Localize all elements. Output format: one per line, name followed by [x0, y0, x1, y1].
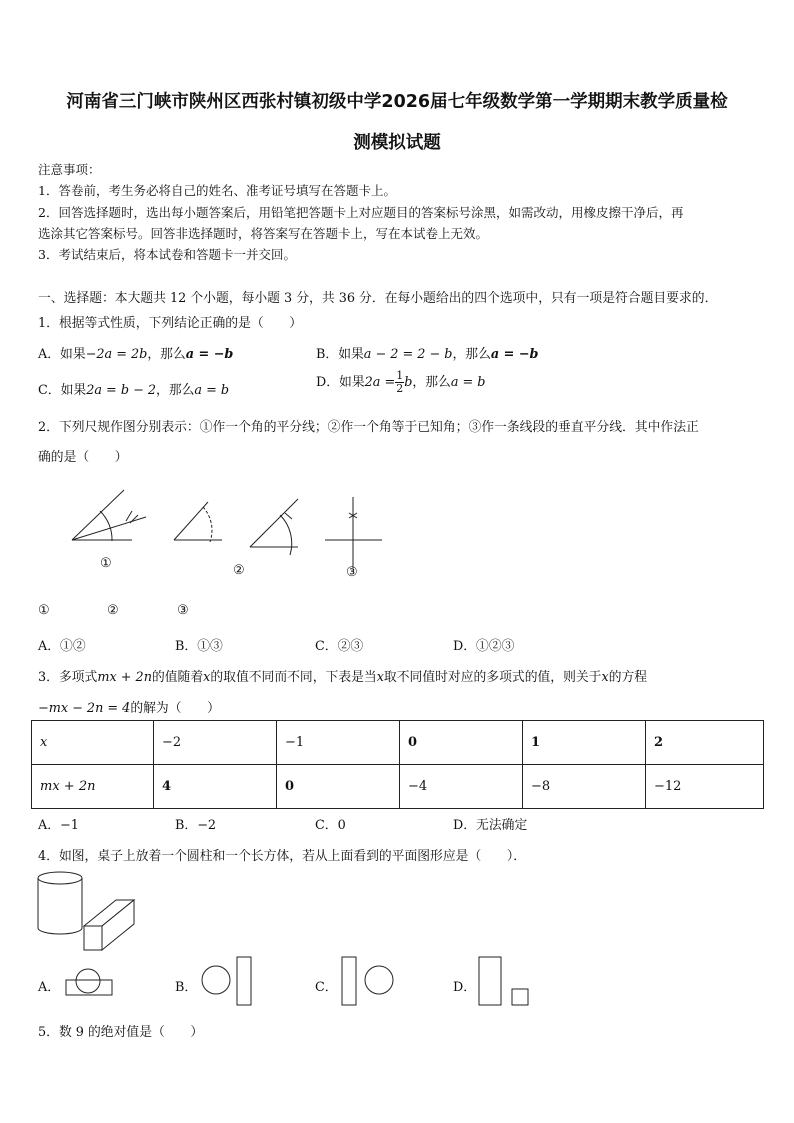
notice-item-1: 1．答卷前，考生务必将自己的姓名、准考证号填写在答题卡上。: [38, 183, 396, 198]
q1-option-d: [316, 370, 486, 395]
figure-angle-copy-target: [250, 499, 298, 555]
q1-c-then: ，那么: [156, 383, 195, 398]
exam-title-line2: 测模拟试题: [353, 133, 441, 153]
q2-option-d: D．①②③: [453, 639, 515, 654]
cylinder-shape: [38, 872, 82, 934]
q2-option-c: C．②③: [315, 639, 364, 654]
q1-d-fraction: [395, 370, 404, 395]
q1-stem: 1．根据等式性质，下列结论正确的是（ ）: [38, 316, 303, 331]
q4-option-a-figure: [64, 966, 116, 1000]
table-cell: x: [32, 721, 154, 765]
q2-option-a: A．①②: [38, 639, 86, 654]
notice-item-3: 3．考试结束后，将本试卷和答题卡一并交回。: [38, 247, 296, 262]
q3-option-a: A．−1: [38, 818, 79, 833]
table-cell: −8: [523, 765, 646, 809]
q3-stem-text-1: 的值随着: [151, 670, 204, 685]
q1-d-denominator: 2: [396, 382, 404, 395]
q3-var-x-1: x: [203, 670, 211, 685]
circle-shape: [76, 969, 100, 993]
q2-stem: 2．下列尺规作图分别表示：①作一个角的平分线；②作一个角等于已知角；③作一条线段的垂直平分线．其中作法正: [38, 420, 699, 435]
q4-cylinder-cuboid-figure: [34, 868, 144, 953]
q2-row-label-1: ①: [38, 603, 50, 618]
notice-item-2: 2．回答选择题时，选出每小题答案后，用铅笔把答题卡上对应题目的答案标号涂黑，如需改动，用橡皮擦干净后，再: [38, 205, 684, 220]
table-cell: 1: [523, 721, 646, 765]
q3-value-table: [31, 720, 764, 809]
figure-angle-bisector: [72, 490, 146, 541]
q4-option-b-label: B．: [175, 980, 198, 995]
table-cell: 0: [400, 721, 523, 765]
section-heading: 一、选择题：本大题共 12 个小题，每小题 3 分，共 36 分．在每小题给出的四个选项中，只有一项是符合题目要求的．: [38, 291, 718, 306]
circle-shape: [365, 966, 393, 994]
table-cell: −2: [154, 721, 277, 765]
q1-b-result: a = −b: [490, 347, 539, 362]
q3-option-b: B．−2: [175, 818, 217, 833]
q1-c-result: a = b: [194, 383, 230, 398]
q3-option-c: C．0: [315, 818, 346, 833]
cuboid-shape: [84, 900, 134, 950]
q3-stem-cont: [38, 697, 220, 716]
q1-b-then: ，那么: [452, 347, 491, 362]
q1-d-numerator: 1: [396, 369, 404, 382]
circle-shape: [202, 966, 230, 994]
q1-d-result: a = b: [450, 375, 486, 390]
q4-option-a-label: A．: [38, 980, 61, 995]
q1-d-prefix: D．如果: [316, 375, 365, 390]
q2-figure-label-3: ③: [346, 565, 358, 580]
q1-option-c: [38, 379, 229, 398]
figure-perpendicular-bisector: [325, 497, 382, 568]
q3-option-d: D．无法确定: [453, 818, 528, 833]
q2-stem-cont: 确的是（ ）: [38, 450, 128, 465]
rectangle-shape: [342, 957, 356, 1005]
q1-c-prefix: C．如果: [38, 383, 87, 398]
q2-row-label-2: ②: [107, 603, 119, 618]
table-cell: 2: [646, 721, 764, 765]
q3-equation: −mx − 2n = 4: [38, 701, 131, 716]
q2-option-b: B．①③: [175, 639, 223, 654]
q1-b-condition: a − 2 = 2 − b: [363, 347, 453, 362]
q1-a-prefix: A．如果: [38, 347, 86, 362]
q4-option-b-figure: [200, 955, 256, 1009]
q4-option-d-label: D．: [453, 980, 477, 995]
q4-option-c-figure: [340, 955, 398, 1009]
q1-a-result: a = −b: [185, 347, 234, 362]
table-cell: −12: [646, 765, 764, 809]
q1-option-a: [38, 343, 233, 362]
q3-polynomial: mx + 2n: [97, 670, 152, 685]
notice-item-2-cont: 选涂其它答案标号。回答非选择题时，将答案写在答题卡上，写在本试卷上无效。: [38, 226, 489, 241]
q3-stem-end: 的解为（ ）: [130, 701, 220, 716]
q3-stem-text-2: 的取值不同而不同，下表是当: [210, 670, 377, 685]
table-row: [32, 765, 764, 809]
q3-var-x-3: x: [601, 670, 609, 685]
figure-angle-copy-source: [174, 502, 222, 542]
q4-stem: 4．如图，桌子上放着一个圆柱和一个长方体，若从上面看到的平面图形应是（ ）．: [38, 849, 527, 864]
q1-c-condition: 2a = b − 2: [86, 383, 157, 398]
q3-stem-text-4: 的方程: [608, 670, 648, 685]
q2-figure-label-1: ①: [100, 556, 112, 571]
q1-a-then: ，那么: [147, 347, 186, 362]
q4-option-c-label: C．: [315, 980, 338, 995]
table-cell: 4: [154, 765, 277, 809]
q3-var-x-2: x: [376, 670, 384, 685]
q5-stem: 5．数 9 的绝对值是（ ）: [38, 1025, 204, 1040]
table-cell: 0: [277, 765, 400, 809]
table-row: [32, 721, 764, 765]
exam-title-line1: 河南省三门峡市陕州区西张村镇初级中学2026届七年级数学第一学期期末教学质量检: [66, 92, 728, 112]
q2-figure-label-2: ②: [233, 563, 245, 578]
q1-d-then: ，那么: [412, 375, 451, 390]
q1-a-condition: −2a = 2b: [85, 347, 148, 362]
table-cell: mx + 2n: [32, 765, 154, 809]
q1-d-rhs: b: [404, 375, 413, 390]
q3-stem-text-3: 取不同值时对应的多项式的值，则关于: [383, 670, 602, 685]
table-cell: −1: [277, 721, 400, 765]
q3-stem: [38, 666, 647, 685]
q3-stem-prefix: 3．多项式: [38, 670, 98, 685]
table-cell: −4: [400, 765, 523, 809]
q1-b-prefix: B．如果: [316, 347, 364, 362]
q4-option-d-figure: [477, 955, 533, 1009]
rectangle-shape: [479, 957, 501, 1005]
q1-d-lhs: 2a =: [364, 375, 396, 390]
q2-row-label-3: ③: [177, 603, 189, 618]
square-shape: [512, 989, 528, 1005]
rectangle-shape: [237, 957, 251, 1005]
q1-option-b: [316, 343, 538, 362]
notice-heading: 注意事项：: [38, 162, 101, 177]
